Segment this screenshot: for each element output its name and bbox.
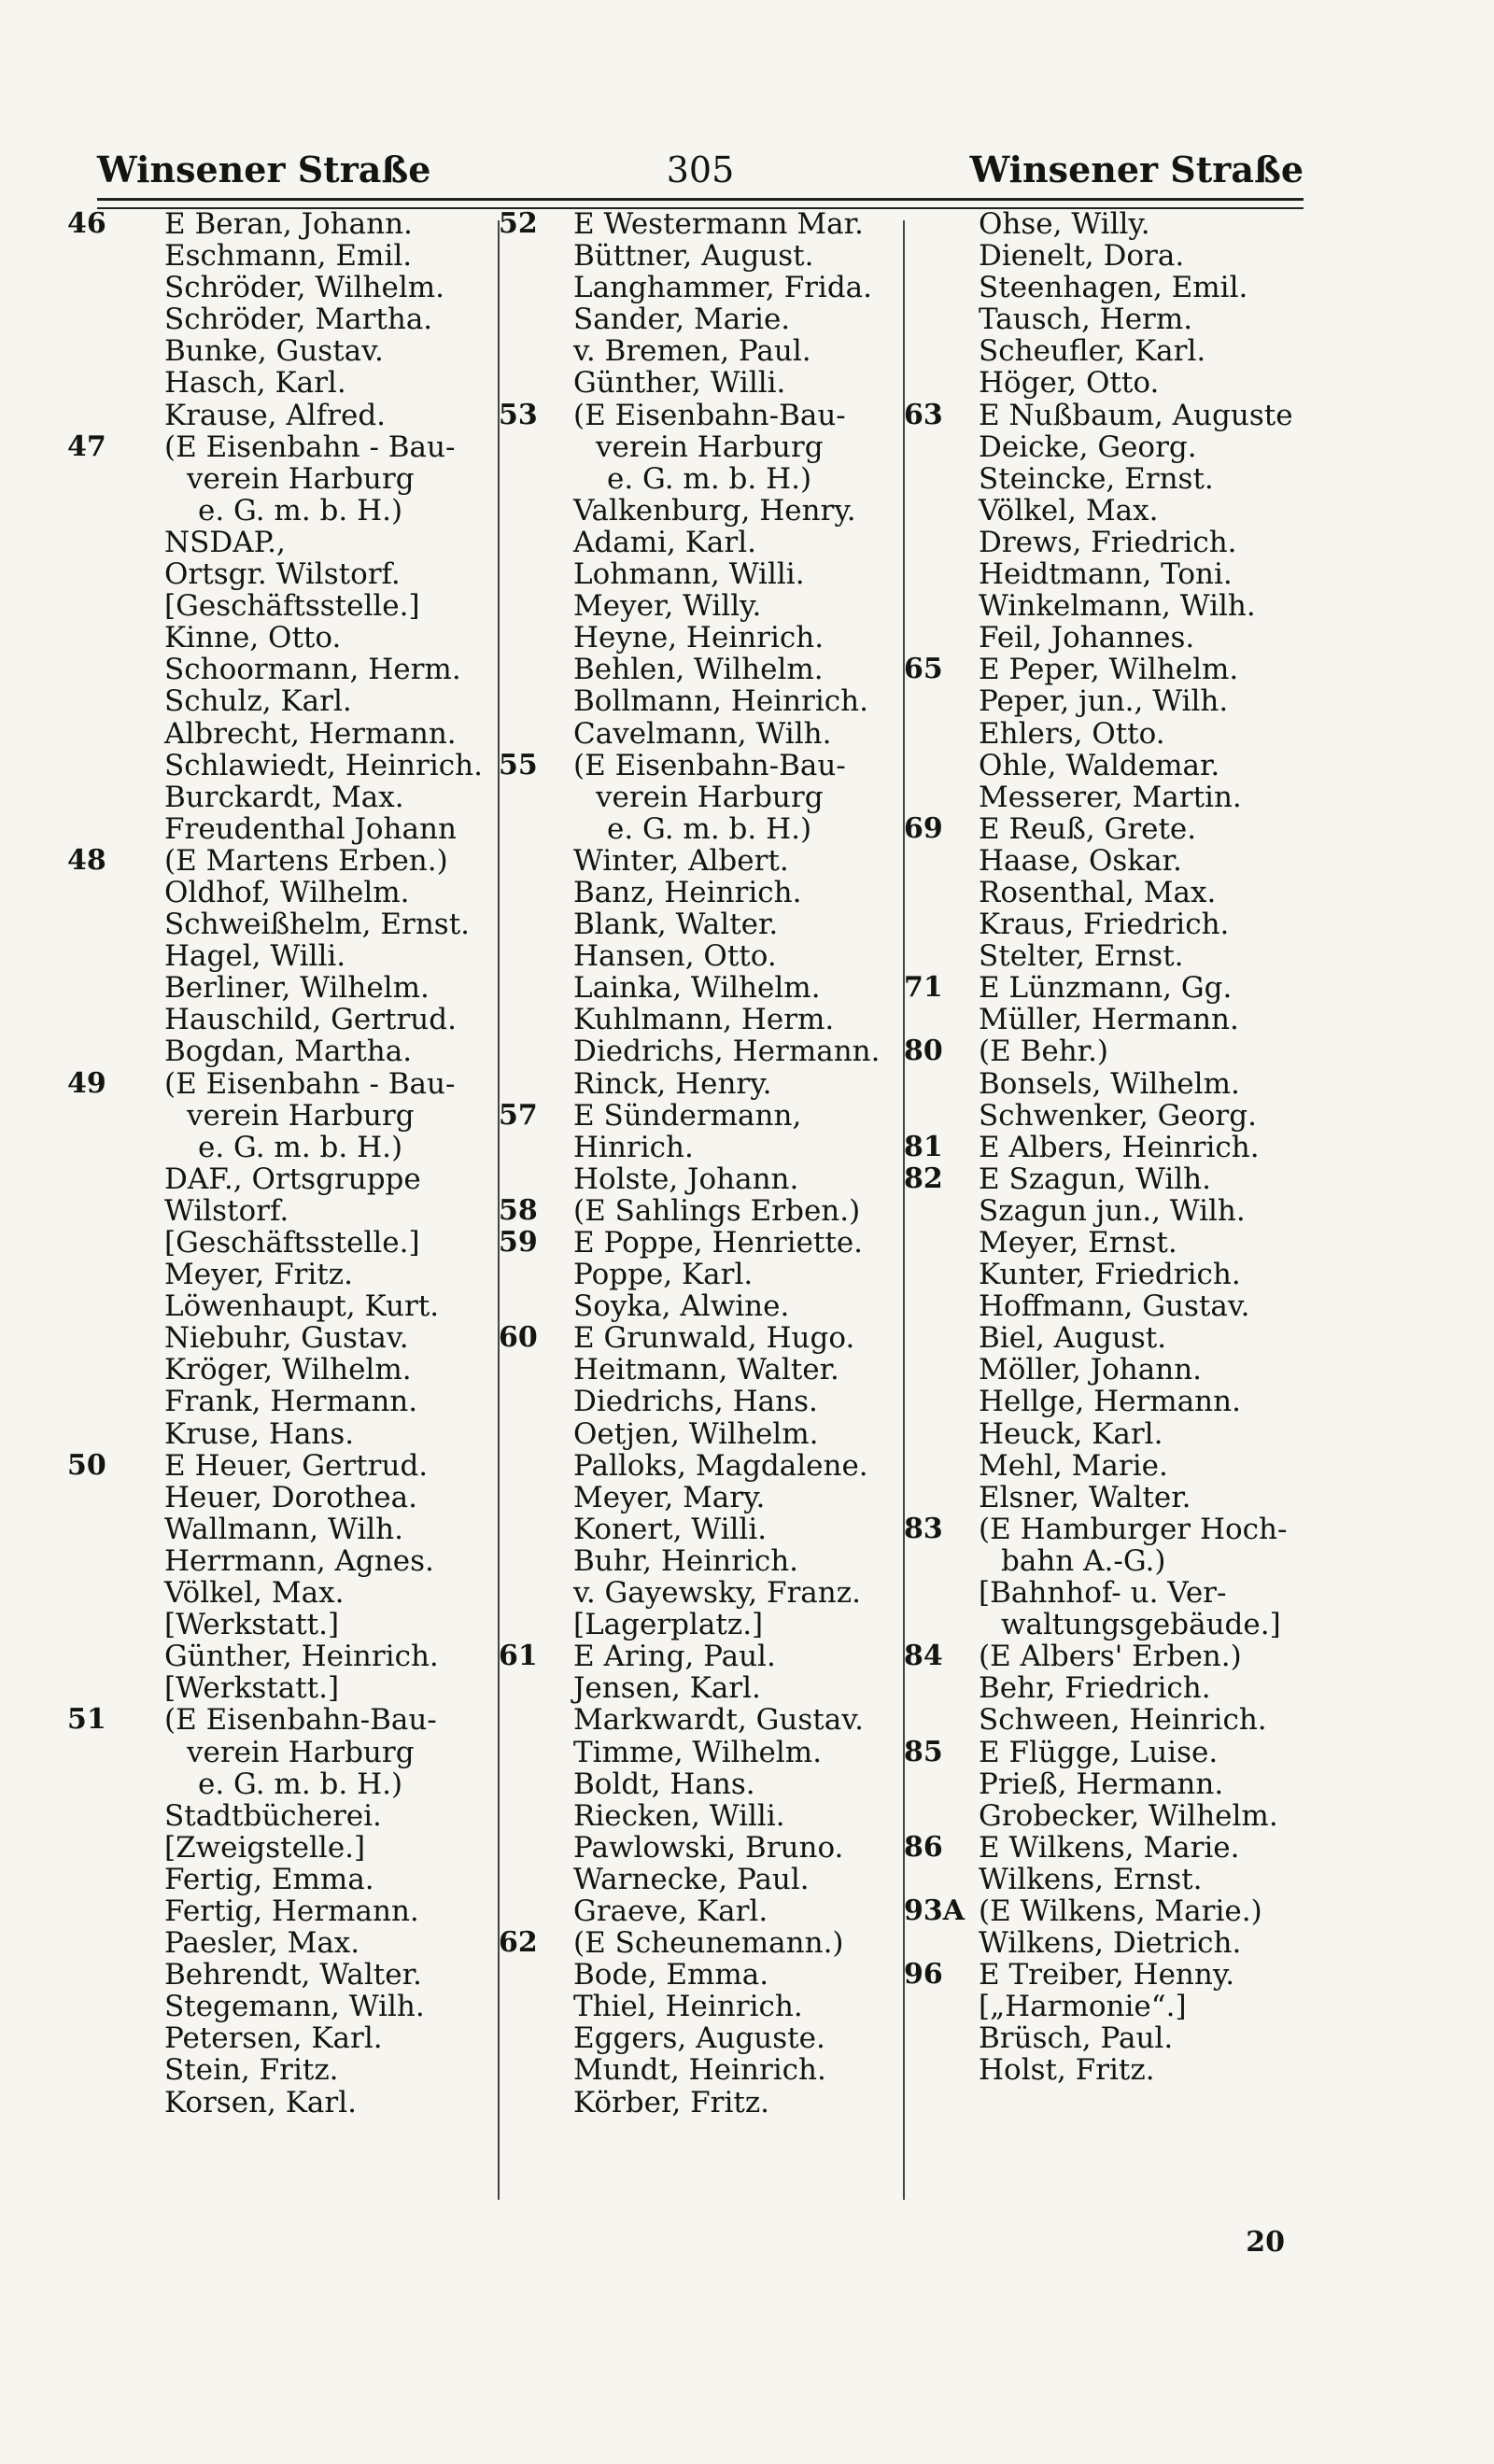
header-rule — [97, 198, 1304, 201]
house-number: 71 — [904, 971, 943, 1005]
resident-line: Heuer, Dorothea. — [164, 1481, 417, 1514]
resident-line: [„Harmonie“.] — [979, 1991, 1187, 2023]
house-entry — [904, 1832, 1307, 1895]
house-entry — [499, 1227, 902, 1322]
resident-line: (E Albers' Erben.) — [979, 1640, 1242, 1673]
resident-line: Hauschild, Gertrud. — [164, 1004, 457, 1036]
resident-line: (E Hamburger Hoch- — [979, 1513, 1288, 1545]
resident-line: Ortsgr. Wilstorf. — [164, 558, 401, 591]
resident-line: Mundt, Heinrich. — [573, 2054, 826, 2087]
resident-line: (E Behr.) — [979, 1035, 1109, 1068]
resident-line: Frank, Hermann. — [164, 1386, 418, 1418]
resident-line: E Flügge, Luise. — [979, 1736, 1219, 1768]
resident-line: Kinne, Otto. — [164, 622, 342, 655]
resident-line: [Werkstatt.] — [164, 1609, 340, 1641]
resident-line: Bonsels, Wilhelm. — [979, 1067, 1240, 1100]
page-number: 305 — [666, 149, 735, 190]
resident-line: Bode, Emma. — [573, 1959, 769, 1992]
resident-line: Oetjen, Wilhelm. — [573, 1417, 819, 1450]
resident-line: Markwardt, Gustav. — [573, 1704, 864, 1737]
house-number: 60 — [499, 1321, 538, 1355]
resident-line: Heuck, Karl. — [979, 1417, 1163, 1450]
resident-line: E Heuer, Gertrud. — [164, 1449, 429, 1482]
house-number: 86 — [904, 1830, 943, 1864]
resident-line: (E Eisenbahn-Bau- — [573, 749, 846, 781]
resident-line: Körber, Fritz. — [573, 2086, 770, 2119]
resident-line: Drews, Friedrich. — [979, 526, 1237, 559]
resident-line: Steincke, Ernst. — [979, 462, 1214, 495]
resident-line: Krause, Alfred. — [164, 399, 387, 431]
resident-line: Mehl, Marie. — [979, 1449, 1168, 1482]
resident-line: Eschmann, Emil. — [164, 240, 413, 273]
resident-line: Holst, Fritz. — [979, 2054, 1155, 2087]
resident-line: Burckardt, Max. — [164, 781, 404, 813]
house-entry — [67, 845, 497, 1068]
house-number: 48 — [67, 843, 106, 877]
resident-line: E Szagun, Wilh. — [979, 1162, 1211, 1195]
resident-line: (E Eisenbahn-Bau- — [573, 399, 846, 431]
resident-line: Jensen, Karl. — [573, 1672, 761, 1705]
resident-line: Schweißhelm, Ernst. — [164, 908, 471, 941]
house-number: 53 — [499, 398, 538, 431]
resident-line: [Bahnhof- u. Ver- — [979, 1577, 1227, 1610]
house-entry — [904, 1132, 1307, 1163]
resident-line: verein Harburg — [596, 781, 824, 813]
resident-line: verein Harburg — [596, 430, 824, 463]
resident-line: e. G. m. b. H.) — [607, 812, 812, 845]
house-entry — [904, 208, 1307, 400]
resident-line: Herrmann, Agnes. — [164, 1544, 434, 1578]
resident-line: Heyne, Heinrich. — [573, 622, 825, 655]
column-3 — [904, 208, 1307, 2087]
resident-line: Möller, Johann. — [979, 1354, 1203, 1387]
house-entry — [904, 400, 1307, 655]
house-number: 93A — [904, 1894, 965, 1927]
column-2 — [499, 208, 902, 2119]
resident-line: verein Harburg — [187, 1736, 415, 1768]
resident-line: e. G. m. b. H.) — [198, 1131, 403, 1163]
resident-line: Fertig, Hermann. — [164, 1894, 419, 1928]
resident-line: Lohmann, Willi. — [573, 558, 805, 591]
resident-line: Völkel, Max. — [164, 1577, 345, 1610]
resident-line: Bogdan, Martha. — [164, 1035, 413, 1068]
resident-line: Riecken, Willi. — [573, 1799, 785, 1832]
resident-line: Konert, Willi. — [573, 1513, 768, 1545]
resident-line: DAF., Ortsgruppe — [164, 1162, 421, 1195]
resident-line: Behrendt, Walter. — [164, 1959, 422, 1992]
resident-line: Freudenthal Johann — [164, 812, 457, 845]
resident-line: NSDAP., — [164, 526, 286, 559]
resident-line: Niebuhr, Gustav. — [164, 1322, 409, 1355]
resident-line: E Westermann Mar. — [573, 208, 864, 241]
resident-line: Winter, Albert. — [573, 844, 789, 877]
house-number: 84 — [904, 1640, 943, 1673]
resident-line: Berliner, Wilhelm. — [164, 972, 430, 1005]
resident-line: Günther, Heinrich. — [164, 1640, 439, 1673]
resident-line: Kröger, Wilhelm. — [164, 1354, 412, 1387]
house-number: 69 — [904, 811, 943, 845]
house-number: 49 — [67, 1066, 106, 1100]
resident-line: E Beran, Johann. — [164, 208, 413, 241]
house-entry — [904, 813, 1307, 972]
resident-line: Graeve, Karl. — [573, 1894, 768, 1928]
house-number: 80 — [904, 1035, 943, 1068]
resident-line: Bollmann, Heinrich. — [573, 685, 868, 718]
house-number: 52 — [499, 207, 538, 240]
resident-line: Eggers, Auguste. — [573, 2022, 825, 2055]
house-entry — [67, 208, 497, 431]
resident-line: Büttner, August. — [573, 240, 814, 273]
resident-line: Korsen, Karl. — [164, 2086, 357, 2119]
resident-line: Löwenhaupt, Kurt. — [164, 1290, 440, 1323]
resident-line: Stein, Fritz. — [164, 2054, 339, 2087]
resident-line: [Geschäftsstelle.] — [164, 590, 420, 623]
house-number: 82 — [904, 1162, 943, 1195]
house-entry — [904, 1895, 1307, 1959]
resident-line: Wilkens, Ernst. — [979, 1863, 1203, 1895]
house-number: 63 — [904, 398, 943, 431]
resident-line: Sander, Marie. — [573, 303, 791, 336]
resident-line: Grobecker, Wilhelm. — [979, 1799, 1278, 1832]
house-number: 81 — [904, 1130, 943, 1163]
house-entry — [499, 1640, 902, 1927]
house-entry — [904, 972, 1307, 1035]
resident-line: Dienelt, Dora. — [979, 240, 1185, 273]
resident-line: v. Bremen, Paul. — [573, 335, 811, 368]
resident-line: [Werkstatt.] — [164, 1672, 340, 1705]
resident-line: verein Harburg — [187, 1099, 415, 1132]
resident-line: E Wilkens, Marie. — [979, 1831, 1240, 1864]
resident-line: [Lagerplatz.] — [573, 1609, 764, 1641]
house-entry — [499, 1927, 902, 2119]
resident-line: Buhr, Heinrich. — [573, 1544, 799, 1578]
column-1 — [67, 208, 497, 2119]
resident-line: Behr, Friedrich. — [979, 1672, 1211, 1705]
house-number: 61 — [499, 1640, 538, 1673]
house-number: 83 — [904, 1512, 943, 1545]
resident-line: Meyer, Fritz. — [164, 1259, 353, 1291]
resident-line: Peper, jun., Wilh. — [979, 685, 1229, 718]
resident-line: E Sündermann, — [573, 1099, 802, 1132]
resident-line: Kunter, Friedrich. — [979, 1259, 1241, 1291]
page-header — [97, 142, 1304, 198]
resident-line: Hellge, Hermann. — [979, 1386, 1241, 1418]
resident-line: E Albers, Heinrich. — [979, 1131, 1260, 1163]
resident-line: Diedrichs, Hans. — [573, 1386, 818, 1418]
resident-line: Ehlers, Otto. — [979, 717, 1165, 750]
resident-line: Petersen, Karl. — [164, 2022, 383, 2055]
header-street-right: Winsener Straße — [969, 148, 1304, 190]
resident-line: (E Eisenbahn - Bau- — [164, 430, 456, 463]
resident-line: Adami, Karl. — [573, 526, 756, 559]
resident-line: Boldt, Hans. — [573, 1767, 755, 1800]
resident-line: Scheufler, Karl. — [979, 335, 1206, 368]
resident-line: Bunke, Gustav. — [164, 335, 384, 368]
resident-line: Holste, Johann. — [573, 1162, 799, 1195]
resident-line: Elsner, Walter. — [979, 1481, 1191, 1514]
resident-line: Palloks, Magdalene. — [573, 1449, 868, 1482]
house-number: 96 — [904, 1958, 943, 1992]
house-entry — [904, 654, 1307, 812]
resident-line: Brüsch, Paul. — [979, 2022, 1174, 2055]
resident-line: Banz, Heinrich. — [573, 876, 802, 909]
resident-line: Stegemann, Wilh. — [164, 1991, 425, 2023]
house-number: 51 — [67, 1703, 106, 1737]
resident-line: (E Sahlings Erben.) — [573, 1194, 861, 1227]
house-entry — [904, 1035, 1307, 1131]
resident-line: Paesler, Max. — [164, 1927, 360, 1960]
house-number: 62 — [499, 1926, 538, 1960]
resident-line: [Zweigstelle.] — [164, 1831, 366, 1864]
resident-line: Oldhof, Wilhelm. — [164, 876, 410, 909]
resident-line: Timme, Wilhelm. — [573, 1736, 823, 1768]
resident-line: Völkel, Max. — [979, 494, 1159, 527]
resident-line: [Geschäftsstelle.] — [164, 1227, 420, 1260]
resident-line: (E Scheunemann.) — [573, 1927, 844, 1960]
resident-line: Haase, Oskar. — [979, 844, 1182, 877]
house-entry — [904, 1959, 1307, 2086]
resident-line: E Peper, Wilhelm. — [979, 654, 1239, 686]
house-number: 58 — [499, 1193, 538, 1227]
resident-line: (E Eisenbahn - Bau- — [164, 1067, 456, 1100]
resident-line: Ohse, Willy. — [979, 208, 1150, 241]
resident-line: (E Eisenbahn-Bau- — [164, 1704, 437, 1737]
resident-line: Biel, August. — [979, 1322, 1167, 1355]
resident-line: Stadtbücherei. — [164, 1799, 382, 1832]
house-entry — [67, 1704, 497, 2118]
house-number: 55 — [499, 748, 538, 781]
house-entry — [904, 1514, 1307, 1640]
house-entry — [499, 1100, 902, 1195]
resident-line: Meyer, Willy. — [573, 590, 762, 623]
resident-line: Hansen, Otto. — [573, 940, 777, 973]
resident-line: E Treiber, Henny. — [979, 1959, 1235, 1992]
resident-line: Poppe, Karl. — [573, 1259, 754, 1291]
resident-line: Wilkens, Dietrich. — [979, 1927, 1242, 1960]
resident-line: verein Harburg — [187, 462, 415, 495]
resident-line: Heidtmann, Toni. — [979, 558, 1233, 591]
house-entry — [904, 1163, 1307, 1514]
resident-line: e. G. m. b. H.) — [607, 462, 812, 495]
resident-line: Langhammer, Frida. — [573, 272, 873, 304]
house-number: 50 — [67, 1448, 106, 1482]
resident-line: Deicke, Georg. — [979, 430, 1197, 463]
house-number: 47 — [67, 429, 106, 463]
resident-line: Müller, Hermann. — [979, 1004, 1239, 1036]
resident-line: Blank, Walter. — [573, 908, 779, 941]
resident-line: e. G. m. b. H.) — [198, 1767, 403, 1800]
resident-line: (E Martens Erben.) — [164, 844, 448, 877]
house-entry — [499, 1322, 902, 1640]
house-entry — [499, 1195, 902, 1227]
resident-line: Steenhagen, Emil. — [979, 272, 1248, 304]
resident-line: Pawlowski, Bruno. — [573, 1831, 844, 1864]
resident-line: Fertig, Emma. — [164, 1863, 374, 1895]
resident-line: Meyer, Ernst. — [979, 1227, 1177, 1260]
house-number: 57 — [499, 1098, 538, 1132]
resident-line: E Aring, Paul. — [573, 1640, 776, 1673]
resident-line: Valkenburg, Henry. — [573, 494, 856, 527]
resident-line: Günther, Willi. — [573, 367, 786, 400]
resident-line: Warnecke, Paul. — [573, 1863, 810, 1895]
resident-line: E Poppe, Henriette. — [573, 1227, 864, 1260]
resident-line: Hasch, Karl. — [164, 367, 346, 400]
resident-line: Schoormann, Herm. — [164, 654, 461, 686]
resident-line: e. G. m. b. H.) — [198, 494, 403, 527]
house-number: 59 — [499, 1226, 538, 1259]
resident-line: Kruse, Hans. — [164, 1417, 355, 1450]
house-entry — [904, 1737, 1307, 1832]
resident-line: Schween, Heinrich. — [979, 1704, 1267, 1737]
house-entry — [499, 750, 902, 1100]
house-entry — [67, 431, 497, 845]
resident-line: Stelter, Ernst. — [979, 940, 1184, 973]
house-number: 85 — [904, 1735, 943, 1768]
resident-line: Lainka, Wilhelm. — [573, 972, 821, 1005]
resident-line: Winkelmann, Wilh. — [979, 590, 1256, 623]
resident-line: Hoffmann, Gustav. — [979, 1290, 1250, 1323]
house-number: 46 — [67, 207, 106, 240]
resident-line: Kuhlmann, Herm. — [573, 1004, 835, 1036]
resident-line: Hinrich. — [573, 1131, 694, 1163]
resident-line: Schröder, Martha. — [164, 303, 433, 336]
resident-line: Szagun jun., Wilh. — [979, 1194, 1246, 1227]
resident-line: Höger, Otto. — [979, 367, 1160, 400]
resident-line: Thiel, Heinrich. — [573, 1991, 803, 2023]
resident-line: (E Wilkens, Marie.) — [979, 1894, 1262, 1928]
house-entry — [67, 1068, 497, 1450]
resident-line: Prieß, Hermann. — [979, 1767, 1224, 1800]
house-number: 65 — [904, 653, 943, 686]
sheet-number: 20 — [1246, 2226, 1285, 2259]
resident-line: Soyka, Alwine. — [573, 1290, 790, 1323]
resident-line: Messerer, Martin. — [979, 781, 1242, 813]
header-street-left: Winsener Straße — [97, 148, 431, 190]
resident-line: v. Gayewsky, Franz. — [573, 1577, 861, 1610]
resident-line: Hagel, Willi. — [164, 940, 346, 973]
resident-line: Schulz, Karl. — [164, 685, 352, 718]
resident-line: E Reuß, Grete. — [979, 812, 1197, 845]
house-entry — [904, 1640, 1307, 1736]
resident-line: Rosenthal, Max. — [979, 876, 1217, 909]
resident-line: Wilstorf. — [164, 1194, 289, 1227]
resident-line: Schröder, Wilhelm. — [164, 272, 444, 304]
resident-line: Heitmann, Walter. — [573, 1354, 839, 1387]
resident-line: Meyer, Mary. — [573, 1481, 766, 1514]
resident-line: E Grunwald, Hugo. — [573, 1322, 855, 1355]
resident-line: Diedrichs, Hermann. — [573, 1035, 881, 1068]
resident-line: bahn A.-G.) — [1001, 1544, 1166, 1578]
house-entry — [499, 400, 902, 750]
resident-line: Behlen, Wilhelm. — [573, 654, 824, 686]
resident-line: Tausch, Herm. — [979, 303, 1193, 336]
resident-line: Kraus, Friedrich. — [979, 908, 1230, 941]
resident-line: Schwenker, Georg. — [979, 1099, 1257, 1132]
resident-line: Wallmann, Wilh. — [164, 1513, 403, 1545]
resident-line: Cavelmann, Wilh. — [573, 717, 832, 750]
resident-line: Ohle, Waldemar. — [979, 749, 1220, 781]
resident-line: Feil, Johannes. — [979, 622, 1195, 655]
resident-line: Albrecht, Hermann. — [164, 717, 457, 750]
house-entry — [499, 208, 902, 400]
resident-line: E Nußbaum, Auguste — [979, 399, 1293, 431]
resident-line: Rinck, Henry. — [573, 1067, 772, 1100]
resident-line: E Lünzmann, Gg. — [979, 972, 1233, 1005]
resident-line: Schlawiedt, Heinrich. — [164, 749, 483, 781]
resident-line: waltungsgebäude.] — [1001, 1609, 1281, 1641]
house-entry — [67, 1450, 497, 1705]
